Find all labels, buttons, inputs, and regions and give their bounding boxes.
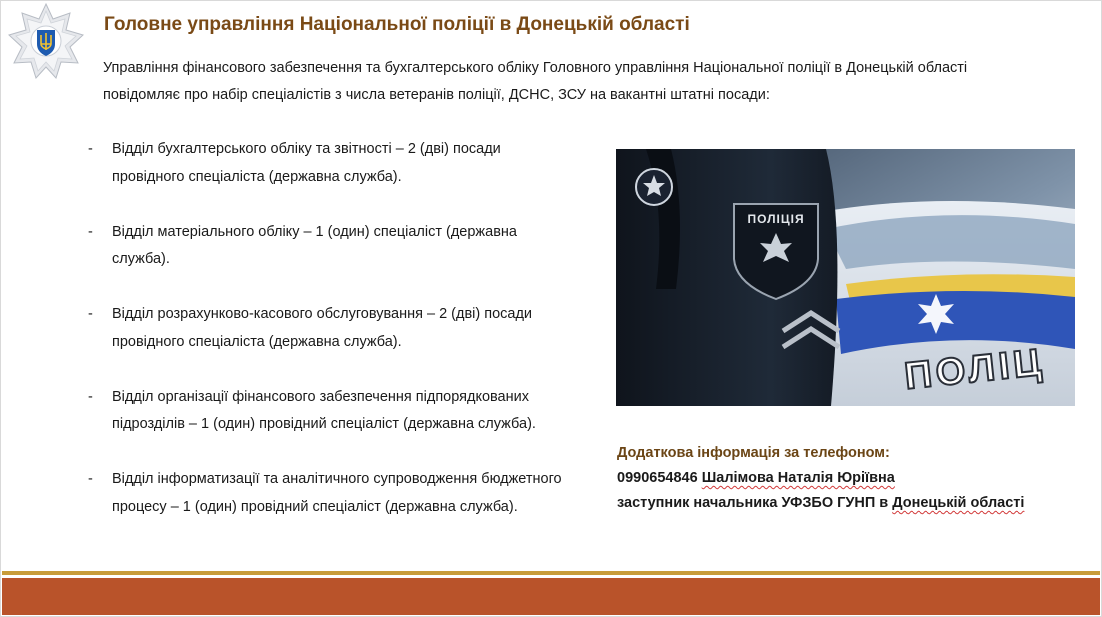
list-item xyxy=(88,219,593,274)
contact-region: Донецькій області xyxy=(892,495,1025,511)
intro-line-2: повідомляє про набір спеціалістів з числа ветеранів поліції, ДСНС, ЗСУ на вакантні штатні посади: xyxy=(103,87,770,103)
list-item-line-2: провідного спеціаліста (державна служба). xyxy=(112,168,402,185)
police-star-emblem-icon xyxy=(7,2,85,80)
list-item xyxy=(88,136,593,191)
list-item xyxy=(88,466,593,521)
list-item-line-2: служба). xyxy=(112,251,170,267)
footer-divider xyxy=(2,571,1100,575)
page-title: Головне управління Національної поліції в Донецькій області xyxy=(104,14,690,35)
intro-line-1: Управління фінансового забезпечення та бухгалтерського обліку Головного управління Національної поліції в Донецькій області xyxy=(103,60,968,76)
footer-bar xyxy=(2,578,1100,615)
list-item-line-1: Відділ бухгалтерського обліку та звітності – 2 (дві) посади xyxy=(112,141,501,157)
list-item-line-2: процесу – 1 (один) провідний спеціаліст (державна служба). xyxy=(112,498,518,515)
list-item-line-2: підрозділів – 1 (один) провідний спеціаліст (державна служба). xyxy=(112,416,536,432)
list-dash: - xyxy=(88,471,93,487)
list-item xyxy=(88,301,593,356)
contact-heading: Додаткова інформація за телефоном: xyxy=(617,445,890,461)
list-item-line-1: Відділ організації фінансового забезпечення підпорядкованих xyxy=(112,388,529,405)
list-item xyxy=(88,384,593,439)
list-dash: - xyxy=(88,388,93,405)
list-dash: - xyxy=(88,306,93,322)
list-item-line-2: провідного спеціаліста (державна служба). xyxy=(112,333,402,350)
contact-info xyxy=(617,441,1087,516)
contact-role: заступник начальника УФЗБО ГУНП в xyxy=(617,495,889,511)
contact-phone-line xyxy=(617,466,1087,491)
car-lettering: ПОЛІЦ xyxy=(902,341,1048,398)
positions-list xyxy=(88,136,593,549)
list-dash: - xyxy=(88,223,93,240)
intro-text xyxy=(103,55,1063,109)
list-item-line-1: Відділ розрахунково-касового обслуговування – 2 (дві) посади xyxy=(112,306,533,322)
list-item-line-1: Відділ матеріального обліку – 1 (один) спеціаліст (державна xyxy=(112,223,517,240)
contact-role-line xyxy=(617,491,1087,516)
list-item-line-1: Відділ інформатизації та аналітичного супроводження бюджетного xyxy=(112,471,562,487)
contact-phone: 0990654846 xyxy=(617,470,698,486)
police-officer-photo xyxy=(616,149,1075,406)
list-dash: - xyxy=(88,141,93,157)
contact-name: Шалімова Наталія Юріївна xyxy=(701,470,895,486)
patch-lettering: ПОЛІЦІЯ xyxy=(747,212,805,226)
